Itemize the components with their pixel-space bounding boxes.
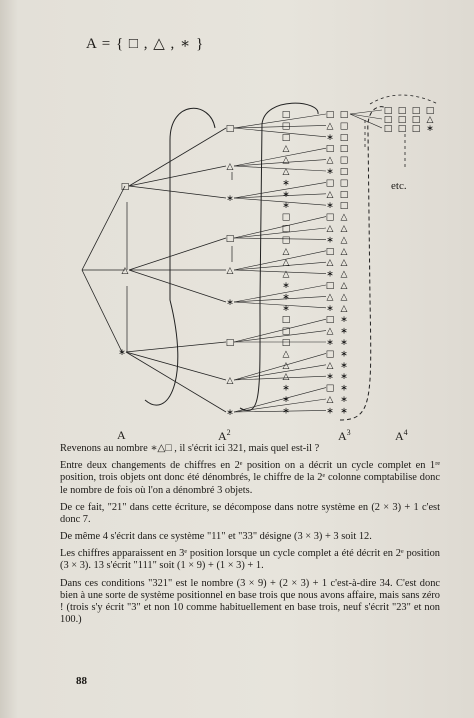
tree-node: △: [326, 189, 334, 200]
tree-node: ∗: [282, 395, 290, 405]
tree-node: □: [325, 178, 335, 189]
body-text: [60, 443, 440, 631]
tree-node: ∗: [282, 178, 290, 189]
tree-node: △: [282, 246, 290, 257]
tree-node: △: [326, 121, 334, 132]
tree-node: △: [340, 281, 348, 291]
tree-node: □: [339, 144, 349, 155]
tree-node: ∗: [282, 303, 290, 314]
tree-node: ∗: [226, 298, 234, 308]
tree-edge: [126, 352, 226, 412]
tree-node: □: [339, 132, 349, 143]
tree-node: ∗: [282, 201, 290, 212]
tree-node: □: [411, 124, 421, 134]
tree-node: ∗: [282, 292, 290, 303]
tree-node: □: [281, 326, 291, 337]
tree-node: △: [282, 269, 290, 280]
tree-node: △: [282, 360, 290, 371]
tree-node: □: [339, 167, 349, 177]
tree-node: □: [281, 121, 291, 132]
label-A2: $A^2$: [218, 428, 231, 443]
tree-node: ∗: [118, 348, 126, 358]
tree-edge: [129, 238, 226, 270]
tree-node: △: [326, 258, 334, 269]
tree-edge: [350, 114, 382, 128]
tree-node: △: [426, 115, 434, 125]
tree-edge: [234, 160, 326, 166]
tree-node: △: [282, 155, 290, 166]
tree-node: △: [326, 292, 334, 303]
tree-edge: [129, 166, 226, 186]
tree-node: □: [281, 110, 291, 120]
tree-node: □: [339, 178, 349, 189]
tree-edge: [234, 238, 326, 239]
paragraph: Les chiffres apparaissent en 3ᵉ position lorsque un cycle complet a été décrit en 2ᵉ position (3 × 3). 13 s'écrit "111" soit (1 × 9) + (1 × 3) + 1.: [60, 548, 440, 572]
tree-node: □: [325, 281, 335, 291]
tree-node: △: [326, 155, 334, 166]
tree-node: □: [383, 115, 393, 125]
tree-node: □: [411, 106, 421, 116]
tree-node: △: [340, 212, 348, 223]
cycle-loop: [240, 103, 318, 410]
tree-edge: [234, 198, 326, 205]
paragraph: De ce fait, "21" dans cette écriture, se décompose dans notre système en (2 × 3) + 1 c'est donc 7.: [60, 501, 440, 525]
tree-node: ∗: [340, 315, 348, 326]
paragraph: Revenons au nombre ∗△□ , il s'écrit ici 321, mais quel est-il ?: [60, 443, 320, 454]
tree-edge: [129, 186, 226, 198]
tree-edge: [234, 270, 326, 274]
label-A3: $A^3$: [338, 428, 351, 443]
paragraph: Entre deux changements de chiffres en 2ᵉ position on a décrit un cycle complet en 1ʳᵉ position, trois objets ont donc été dénombrés, le chiffre de la 2ᵉ colonne comptabilise donc le nombre de fois où l'on a dénombré 3 objets.: [60, 460, 440, 496]
tree-node: ∗: [282, 383, 290, 394]
tree-node: △: [226, 162, 234, 172]
tree-edge: [234, 302, 326, 308]
tree-node: ∗: [426, 124, 434, 134]
tree-node: ∗: [326, 372, 334, 383]
tree-edge: [234, 331, 326, 342]
tree-node: △: [340, 269, 348, 280]
tree-node: ∗: [282, 406, 290, 417]
tree-node: △: [121, 266, 129, 276]
tree-node: △: [282, 167, 290, 177]
paragraph: Dans ces conditions "321" est le nombre (3 × 9) + (2 × 3) + 1 c'est-à-dire 34. C'est donc bien à une sorte de système positionnel en base trois que nous avons affaire, mais sans zéro ! (trois s'y écrit "3" et non 10 comme habituellement en base trois, neuf s'écrit "23" et non 100.): [60, 577, 440, 626]
tree-node: ∗: [326, 338, 334, 348]
tree-node: □: [339, 201, 349, 212]
paragraph: De même 4 s'écrit dans ce système "11" et "33" désigne (3 × 3) + 3 soit 12.: [60, 531, 372, 543]
tree-node: □: [225, 124, 235, 134]
tree-node: △: [340, 235, 348, 246]
tree-node: △: [326, 360, 334, 371]
tree-edge: [350, 110, 382, 114]
tree-node: □: [397, 115, 407, 125]
tree-node: △: [326, 395, 334, 405]
tree-node: □: [325, 144, 335, 155]
tree-node: □: [325, 110, 335, 120]
tree-node: □: [325, 212, 335, 223]
tree-node: ∗: [326, 303, 334, 314]
tree-node: ∗: [340, 406, 348, 417]
tree-edge: [234, 376, 326, 380]
label-A4: $A^4$: [395, 428, 408, 443]
tree-node: □: [281, 132, 291, 143]
tree-edge: [234, 251, 326, 270]
tree-node: ∗: [340, 360, 348, 371]
tree-node: □: [339, 110, 349, 120]
tree-edge: [234, 353, 326, 383]
tree-node: △: [340, 246, 348, 257]
page-number: 88: [76, 675, 87, 687]
tree-node: ∗: [326, 167, 334, 177]
tree-node: □: [411, 115, 421, 125]
tree-node: ∗: [282, 281, 290, 291]
tree-node: △: [282, 258, 290, 269]
tree-node: ∗: [226, 194, 234, 204]
tree-node: □: [281, 315, 291, 326]
tree-node: △: [340, 258, 348, 269]
tree-edge: [129, 270, 226, 302]
tree-edge: [126, 342, 226, 352]
tree-node: ∗: [340, 326, 348, 337]
tree-node: □: [281, 338, 291, 348]
label-A: A: [117, 428, 126, 442]
tree-node: ∗: [340, 372, 348, 383]
tree-edge: [350, 114, 382, 119]
tree-node: □: [281, 235, 291, 246]
tree-edge: [129, 128, 226, 186]
tree-node: □: [325, 315, 335, 326]
tree-node: △: [282, 372, 290, 383]
tree-node: □: [120, 182, 130, 192]
tree-node: □: [339, 189, 349, 200]
tree-node: ∗: [326, 406, 334, 417]
tree-node: □: [325, 349, 335, 360]
tree-node: △: [340, 292, 348, 303]
tree-node: ∗: [326, 269, 334, 280]
tree-node: □: [383, 106, 393, 116]
tree-node: □: [281, 224, 291, 234]
tree-node: ∗: [340, 349, 348, 360]
tree-node: □: [225, 234, 235, 244]
tree-node: □: [325, 383, 335, 394]
tree-edge: [82, 186, 125, 270]
tree-node: □: [397, 124, 407, 134]
tree-node: □: [425, 106, 435, 116]
tree-node: △: [282, 144, 290, 155]
tree-node: ∗: [340, 383, 348, 394]
tree-edge: [234, 319, 326, 342]
tree-node: □: [339, 121, 349, 132]
tree-node: △: [340, 224, 348, 234]
tree-node: △: [326, 224, 334, 234]
tree-node: ∗: [326, 201, 334, 212]
tree-node: △: [226, 266, 234, 276]
tree-edge: [234, 217, 326, 238]
tree-node: □: [281, 212, 291, 223]
dashed-loop: [370, 95, 438, 104]
label-etc: etc.: [391, 180, 407, 192]
tree-edge: [234, 262, 326, 270]
tree-edge: [82, 270, 122, 352]
tree-node: □: [325, 246, 335, 257]
tree-edge: [234, 228, 326, 238]
tree-edge: [234, 166, 326, 171]
tree-node: □: [397, 106, 407, 116]
tree-edge: [234, 148, 326, 166]
tree-node: ∗: [340, 338, 348, 348]
tree-edge: [234, 388, 326, 412]
tree-node: △: [282, 349, 290, 360]
tree-node: ∗: [226, 408, 234, 418]
tree-edge: [234, 365, 326, 383]
tree-node: ∗: [340, 395, 348, 405]
tree-node: △: [326, 326, 334, 337]
tree-node: □: [383, 124, 393, 134]
tree-node: △: [340, 303, 348, 314]
tree-node: □: [225, 338, 235, 348]
tree-node: □: [339, 155, 349, 166]
tree-node: △: [226, 376, 234, 386]
tree-edge: [234, 128, 326, 137]
tree-node: ∗: [326, 132, 334, 143]
set-definition: A = { □ , △ , ∗ }: [86, 36, 205, 52]
tree-node: ∗: [282, 189, 290, 200]
tree-node: ∗: [326, 235, 334, 246]
